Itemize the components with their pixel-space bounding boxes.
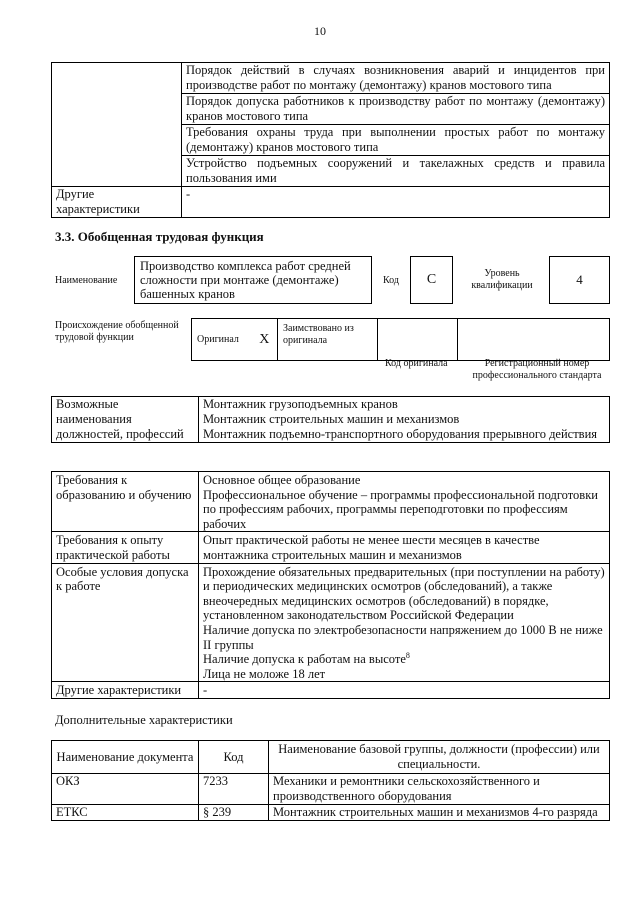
conditions-label: Особые условия допуска к работе — [52, 563, 199, 682]
height-permit-text: Наличие допуска к работам на высоте — [203, 652, 406, 667]
header-code: Код — [199, 741, 269, 774]
positions-list — [199, 397, 610, 443]
table-row — [52, 532, 610, 563]
function-code-box: С — [410, 256, 453, 304]
positions-table — [51, 396, 610, 443]
code-label: Код — [383, 275, 399, 286]
table-cell: Порядок допуска работников к производству работ по монтажу (демонтажу) кранов мостового типа — [182, 94, 610, 125]
education-label: Требования к образованию и обучению — [52, 472, 199, 532]
section-title: 3.3. Обобщенная трудовая функция — [55, 229, 264, 244]
condition-line: Прохождение обязательных предварительных (при поступлении на работу) и периодических медицинских осмотров (обследований), а также внеочередных медицинских осмотров (обследований) в порядке, установленном законодательством Российской Федерации — [203, 564, 605, 623]
name-label: Наименование — [55, 275, 118, 286]
education-line: Основное общее образование — [203, 473, 361, 487]
table-row — [52, 563, 610, 682]
function-name-box: Производство комплекса работ средней сложности при монтаже (демонтаже) башенных кранов — [134, 256, 372, 304]
position-item: Монтажник подъемно-транспортного оборудования прерывного действия — [203, 427, 598, 441]
table-cell: Требования охраны труда при выполнении простых работ по монтажу (демонтажу) кранов мостового типа — [182, 125, 610, 156]
reg-number-cell — [458, 319, 610, 361]
table-row — [192, 319, 610, 361]
table-cell: Порядок действий в случаях возникновения аварий и инцидентов при производстве работ по монтажу (демонтажу) кранов мостового типа — [182, 63, 610, 94]
empty-cell — [52, 63, 182, 187]
page-number: 10 — [314, 24, 326, 38]
table-row — [52, 187, 610, 218]
code-original-caption: Код оригинала — [385, 358, 448, 369]
table-row — [52, 63, 610, 94]
header-document: Наименование документа — [52, 741, 199, 774]
borrowed-label: Заимствовано из оригинала — [278, 319, 378, 361]
education-line: Профессиональное обучение – программы профессиональной подготовки по профессиям рабочих, программы переподготовки по профессиям рабочих — [203, 487, 598, 531]
table-cell: Монтажник строительных машин и механизмов 4-го разряда — [269, 805, 610, 821]
experience-value: Опыт практической работы не менее шести месяцев в качестве монтажника строительных машин и механизмов — [199, 532, 610, 563]
level-label: Уровень квалификации — [471, 268, 533, 291]
header-group: Наименование базовой группы, должности (профессии) или специальности. — [269, 741, 610, 774]
code-original-cell — [378, 319, 458, 361]
table-cell: § 239 — [199, 805, 269, 821]
condition-line — [203, 652, 605, 667]
additional-title: Дополнительные характеристики — [55, 713, 233, 727]
education-cell — [199, 472, 610, 532]
other-characteristics-value: - — [182, 187, 610, 218]
original-mark: X — [252, 319, 278, 361]
table-header-row — [52, 741, 610, 774]
table-cell: ОКЗ — [52, 774, 199, 805]
other-characteristics-label: Другие характеристики — [52, 682, 199, 699]
additional-table — [51, 740, 610, 821]
table-row — [52, 774, 610, 805]
positions-label: Возможные наименования должностей, профессий — [52, 397, 199, 443]
origin-label: Происхождение обобщенной трудовой функции — [55, 320, 179, 343]
condition-line: Лица не моложе 18 лет — [203, 666, 326, 681]
knowledge-table — [51, 62, 610, 218]
table-cell: Механики и ремонтники сельскохозяйственного и производственного оборудования — [269, 774, 610, 805]
table-row — [52, 682, 610, 699]
original-label: Оригинал — [192, 319, 252, 361]
position-item: Монтажник строительных машин и механизмов — [203, 412, 460, 426]
table-cell: ЕТКС — [52, 805, 199, 821]
requirements-table — [51, 471, 610, 699]
table-row — [52, 805, 610, 821]
reg-number-caption: Регистрационный номер профессионального стандарта — [472, 358, 602, 381]
table-cell: 7233 — [199, 774, 269, 805]
other-characteristics-value: - — [199, 682, 610, 699]
table-row — [52, 397, 610, 443]
position-item: Монтажник грузоподъемных кранов — [203, 397, 398, 411]
table-cell: Устройство подъемных сооружений и такелажных средств и правила пользования ими — [182, 156, 610, 187]
other-characteristics-label: Другие характеристики — [52, 187, 182, 218]
table-row — [52, 472, 610, 532]
experience-label: Требования к опыту практической работы — [52, 532, 199, 563]
qualification-level-box: 4 — [549, 256, 610, 304]
origin-table — [191, 318, 610, 361]
footnote-mark: 8 — [405, 650, 410, 660]
condition-line: Наличие допуска по электробезопасности напряжением до 1000 В не ниже II группы — [203, 622, 603, 652]
conditions-cell — [199, 563, 610, 682]
